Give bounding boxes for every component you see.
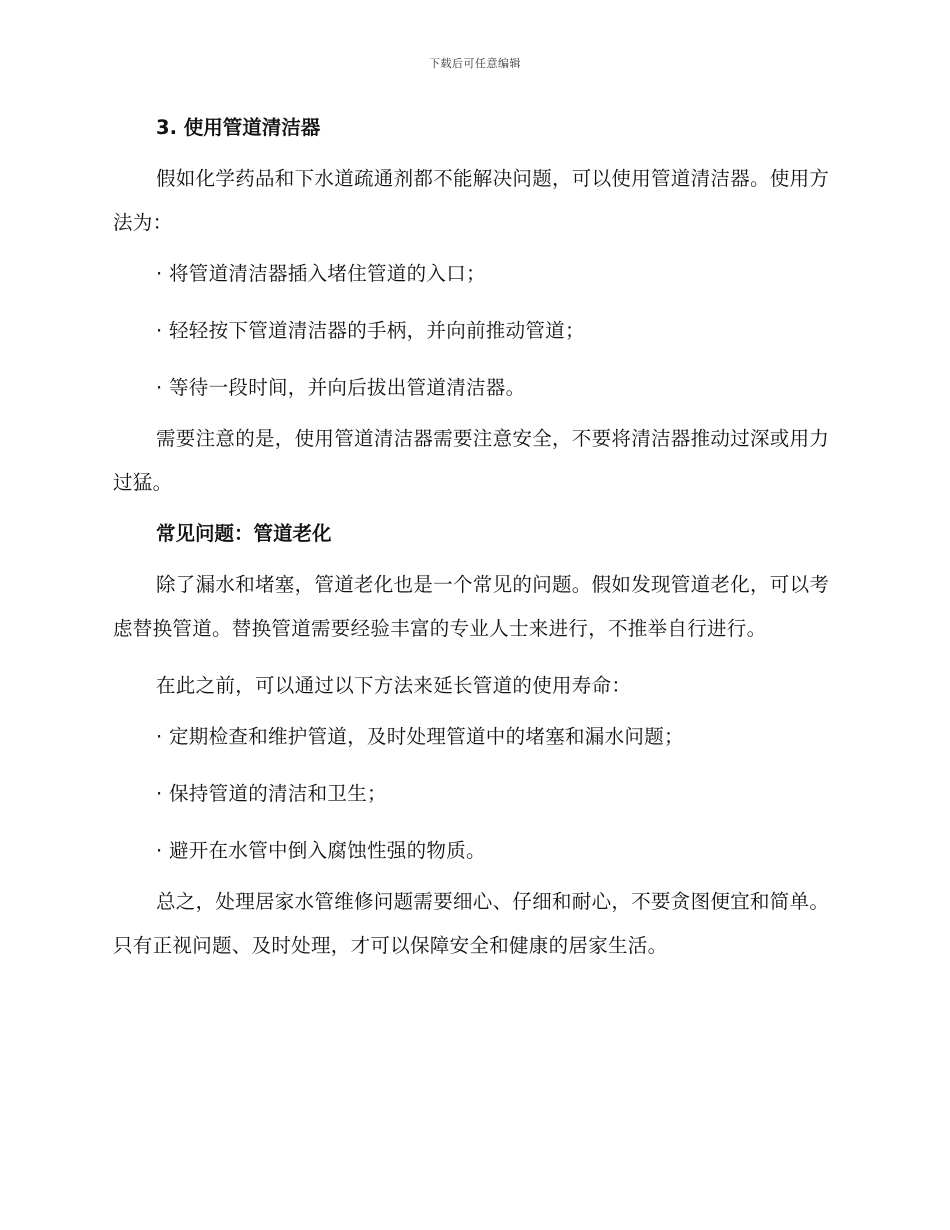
paragraph-safety-note: 需要注意的是，使用管道清洁器需要注意安全，不要将清洁器推动过深或用力过猛。 [113,427,830,494]
paragraph-pipe-cleaner-intro: 假如化学药品和下水道疏通剂都不能解决问题，可以使用管道清洁器。使用方法为： [113,167,830,234]
header-note: 下载后可任意编辑 [429,57,521,70]
list-item: · 将管道清洁器插入堵住管道的入口； [156,262,486,285]
list-item: · 避开在水管中倒入腐蚀性强的物质。 [156,839,486,862]
list-item: · 轻轻按下管道清洁器的手柄，并向前推动管道； [156,319,585,342]
section-heading-aging: 常见问题：管道老化 [156,522,332,545]
section-heading-pipe-cleaner: 3. 使用管道清洁器 [156,116,321,139]
document-body [113,112,833,968]
paragraph-conclusion: 总之，处理居家水管维修问题需要细心、仔细和耐心，不要贪图便宜和简单。只有正视问题、及时处理，才可以保障安全和健康的居家生活。 [113,890,830,957]
list-item: · 保持管道的清洁和卫生； [156,782,387,805]
paragraph-aging-lead: 在此之前，可以通过以下方法来延长管道的使用寿命： [156,674,632,697]
paragraph-aging-intro: 除了漏水和堵塞，管道老化也是一个常见的问题。假如发现管道老化，可以考虑替换管道。替换管道需要经验丰富的专业人士来进行，不推举自行进行。 [113,573,830,640]
list-item: · 定期检查和维护管道，及时处理管道中的堵塞和漏水问题； [156,725,684,748]
list-item: · 等待一段时间，并向后拔出管道清洁器。 [156,376,526,399]
